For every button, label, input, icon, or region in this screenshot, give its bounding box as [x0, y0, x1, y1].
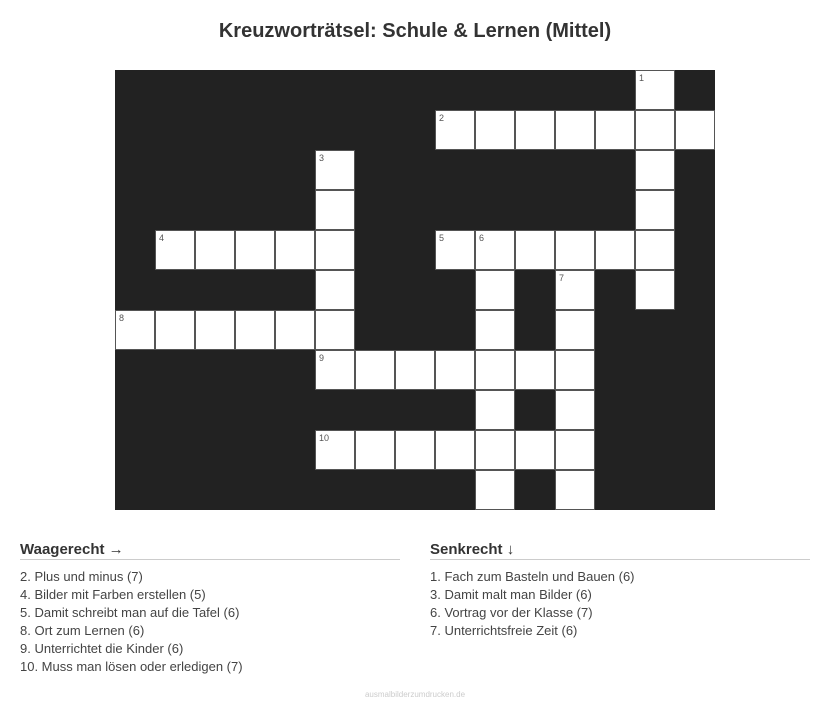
crossword-cell[interactable] — [595, 110, 635, 150]
down-heading: Senkrecht ↓ — [430, 541, 810, 560]
crossword-cell[interactable] — [155, 230, 195, 270]
crossword-cell[interactable] — [555, 230, 595, 270]
crossword-cell[interactable] — [635, 110, 675, 150]
page-title: Kreuzworträtsel: Schule & Lernen (Mittel) — [218, 20, 612, 42]
crossword-cell[interactable] — [315, 230, 355, 270]
down-clue: 1. Fach zum Basteln und Bauen (6) — [430, 569, 635, 584]
crossword-cell[interactable] — [515, 430, 555, 470]
crossword-cell[interactable] — [475, 270, 515, 310]
crossword-cell[interactable] — [635, 270, 675, 310]
crossword-cell[interactable] — [555, 430, 595, 470]
crossword-cell[interactable] — [555, 470, 595, 510]
crossword-cell[interactable] — [555, 350, 595, 390]
crossword-cell[interactable] — [595, 230, 635, 270]
crossword-cell[interactable] — [475, 470, 515, 510]
clue-number: 2 — [439, 113, 445, 123]
crossword-cell[interactable] — [315, 350, 355, 390]
crossword-cell[interactable] — [115, 310, 155, 350]
crossword-grid — [115, 70, 715, 510]
clue-number: 5 — [439, 233, 445, 243]
crossword-cell[interactable] — [315, 270, 355, 310]
across-clue-list — [20, 568, 400, 676]
crossword-cell[interactable] — [475, 110, 515, 150]
clue-number: 6 — [479, 233, 485, 243]
crossword-cell[interactable] — [435, 430, 475, 470]
crossword-cell[interactable] — [195, 230, 235, 270]
clue-number: 7 — [559, 273, 565, 283]
crossword-cell[interactable] — [475, 430, 515, 470]
crossword-cell[interactable] — [475, 310, 515, 350]
crossword-cell[interactable] — [315, 430, 355, 470]
across-clue: 4. Bilder mit Farben erstellen (5) — [20, 587, 206, 602]
clue-number: 10 — [319, 433, 330, 443]
down-clue-list — [430, 568, 810, 640]
across-clue: 9. Unterrichtet die Kinder (6) — [20, 641, 184, 656]
across-clue: 5. Damit schreibt man auf die Tafel (6) — [20, 605, 240, 620]
crossword-cell[interactable] — [195, 310, 235, 350]
crossword-cell[interactable] — [555, 310, 595, 350]
across-clue: 10. Muss man lösen oder erledigen (7) — [20, 659, 243, 674]
crossword-cell[interactable] — [315, 310, 355, 350]
crossword-cell[interactable] — [435, 350, 475, 390]
crossword-cell[interactable] — [275, 230, 315, 270]
crossword-cell[interactable] — [435, 230, 475, 270]
crossword-cell[interactable] — [395, 350, 435, 390]
crossword-cell[interactable] — [395, 430, 435, 470]
crossword-cell[interactable] — [235, 230, 275, 270]
crossword-cell[interactable] — [515, 230, 555, 270]
crossword-cell[interactable] — [315, 150, 355, 190]
clue-number: 1 — [639, 73, 645, 83]
crossword-cell[interactable] — [675, 110, 715, 150]
crossword-cell[interactable] — [635, 230, 675, 270]
crossword-cell[interactable] — [235, 310, 275, 350]
clue-number: 4 — [159, 233, 165, 243]
crossword-cell[interactable] — [275, 310, 315, 350]
crossword-cell[interactable] — [515, 110, 555, 150]
crossword-cell[interactable] — [355, 430, 395, 470]
crossword-cell[interactable] — [555, 390, 595, 430]
crossword-cell[interactable] — [155, 310, 195, 350]
crossword-cell[interactable] — [475, 390, 515, 430]
crossword-cell[interactable] — [435, 110, 475, 150]
clue-number: 3 — [319, 153, 325, 163]
down-clue: 3. Damit malt man Bilder (6) — [430, 587, 592, 602]
crossword-cell[interactable] — [555, 110, 595, 150]
crossword-cell[interactable] — [475, 350, 515, 390]
crossword-cell[interactable] — [475, 230, 515, 270]
crossword-cell[interactable] — [635, 190, 675, 230]
down-clue: 6. Vortrag vor der Klasse (7) — [430, 605, 593, 620]
crossword-cell[interactable] — [315, 190, 355, 230]
down-clue: 7. Unterrichtsfreie Zeit (6) — [430, 623, 578, 638]
across-clue: 8. Ort zum Lernen (6) — [20, 623, 145, 638]
across-clues-section — [20, 541, 400, 676]
crossword-cell[interactable] — [555, 270, 595, 310]
crossword-cell[interactable] — [515, 350, 555, 390]
footer-watermark: ausmalbilderzumdrucken.de — [364, 690, 466, 699]
across-heading: Waagerecht → — [20, 541, 400, 560]
crossword-cell[interactable] — [635, 70, 675, 110]
clue-number: 9 — [319, 353, 325, 363]
crossword-cell[interactable] — [635, 150, 675, 190]
across-clue: 2. Plus und minus (7) — [20, 569, 143, 584]
crossword-cell[interactable] — [355, 350, 395, 390]
down-clues-section — [430, 541, 810, 640]
clue-number: 8 — [119, 313, 125, 323]
